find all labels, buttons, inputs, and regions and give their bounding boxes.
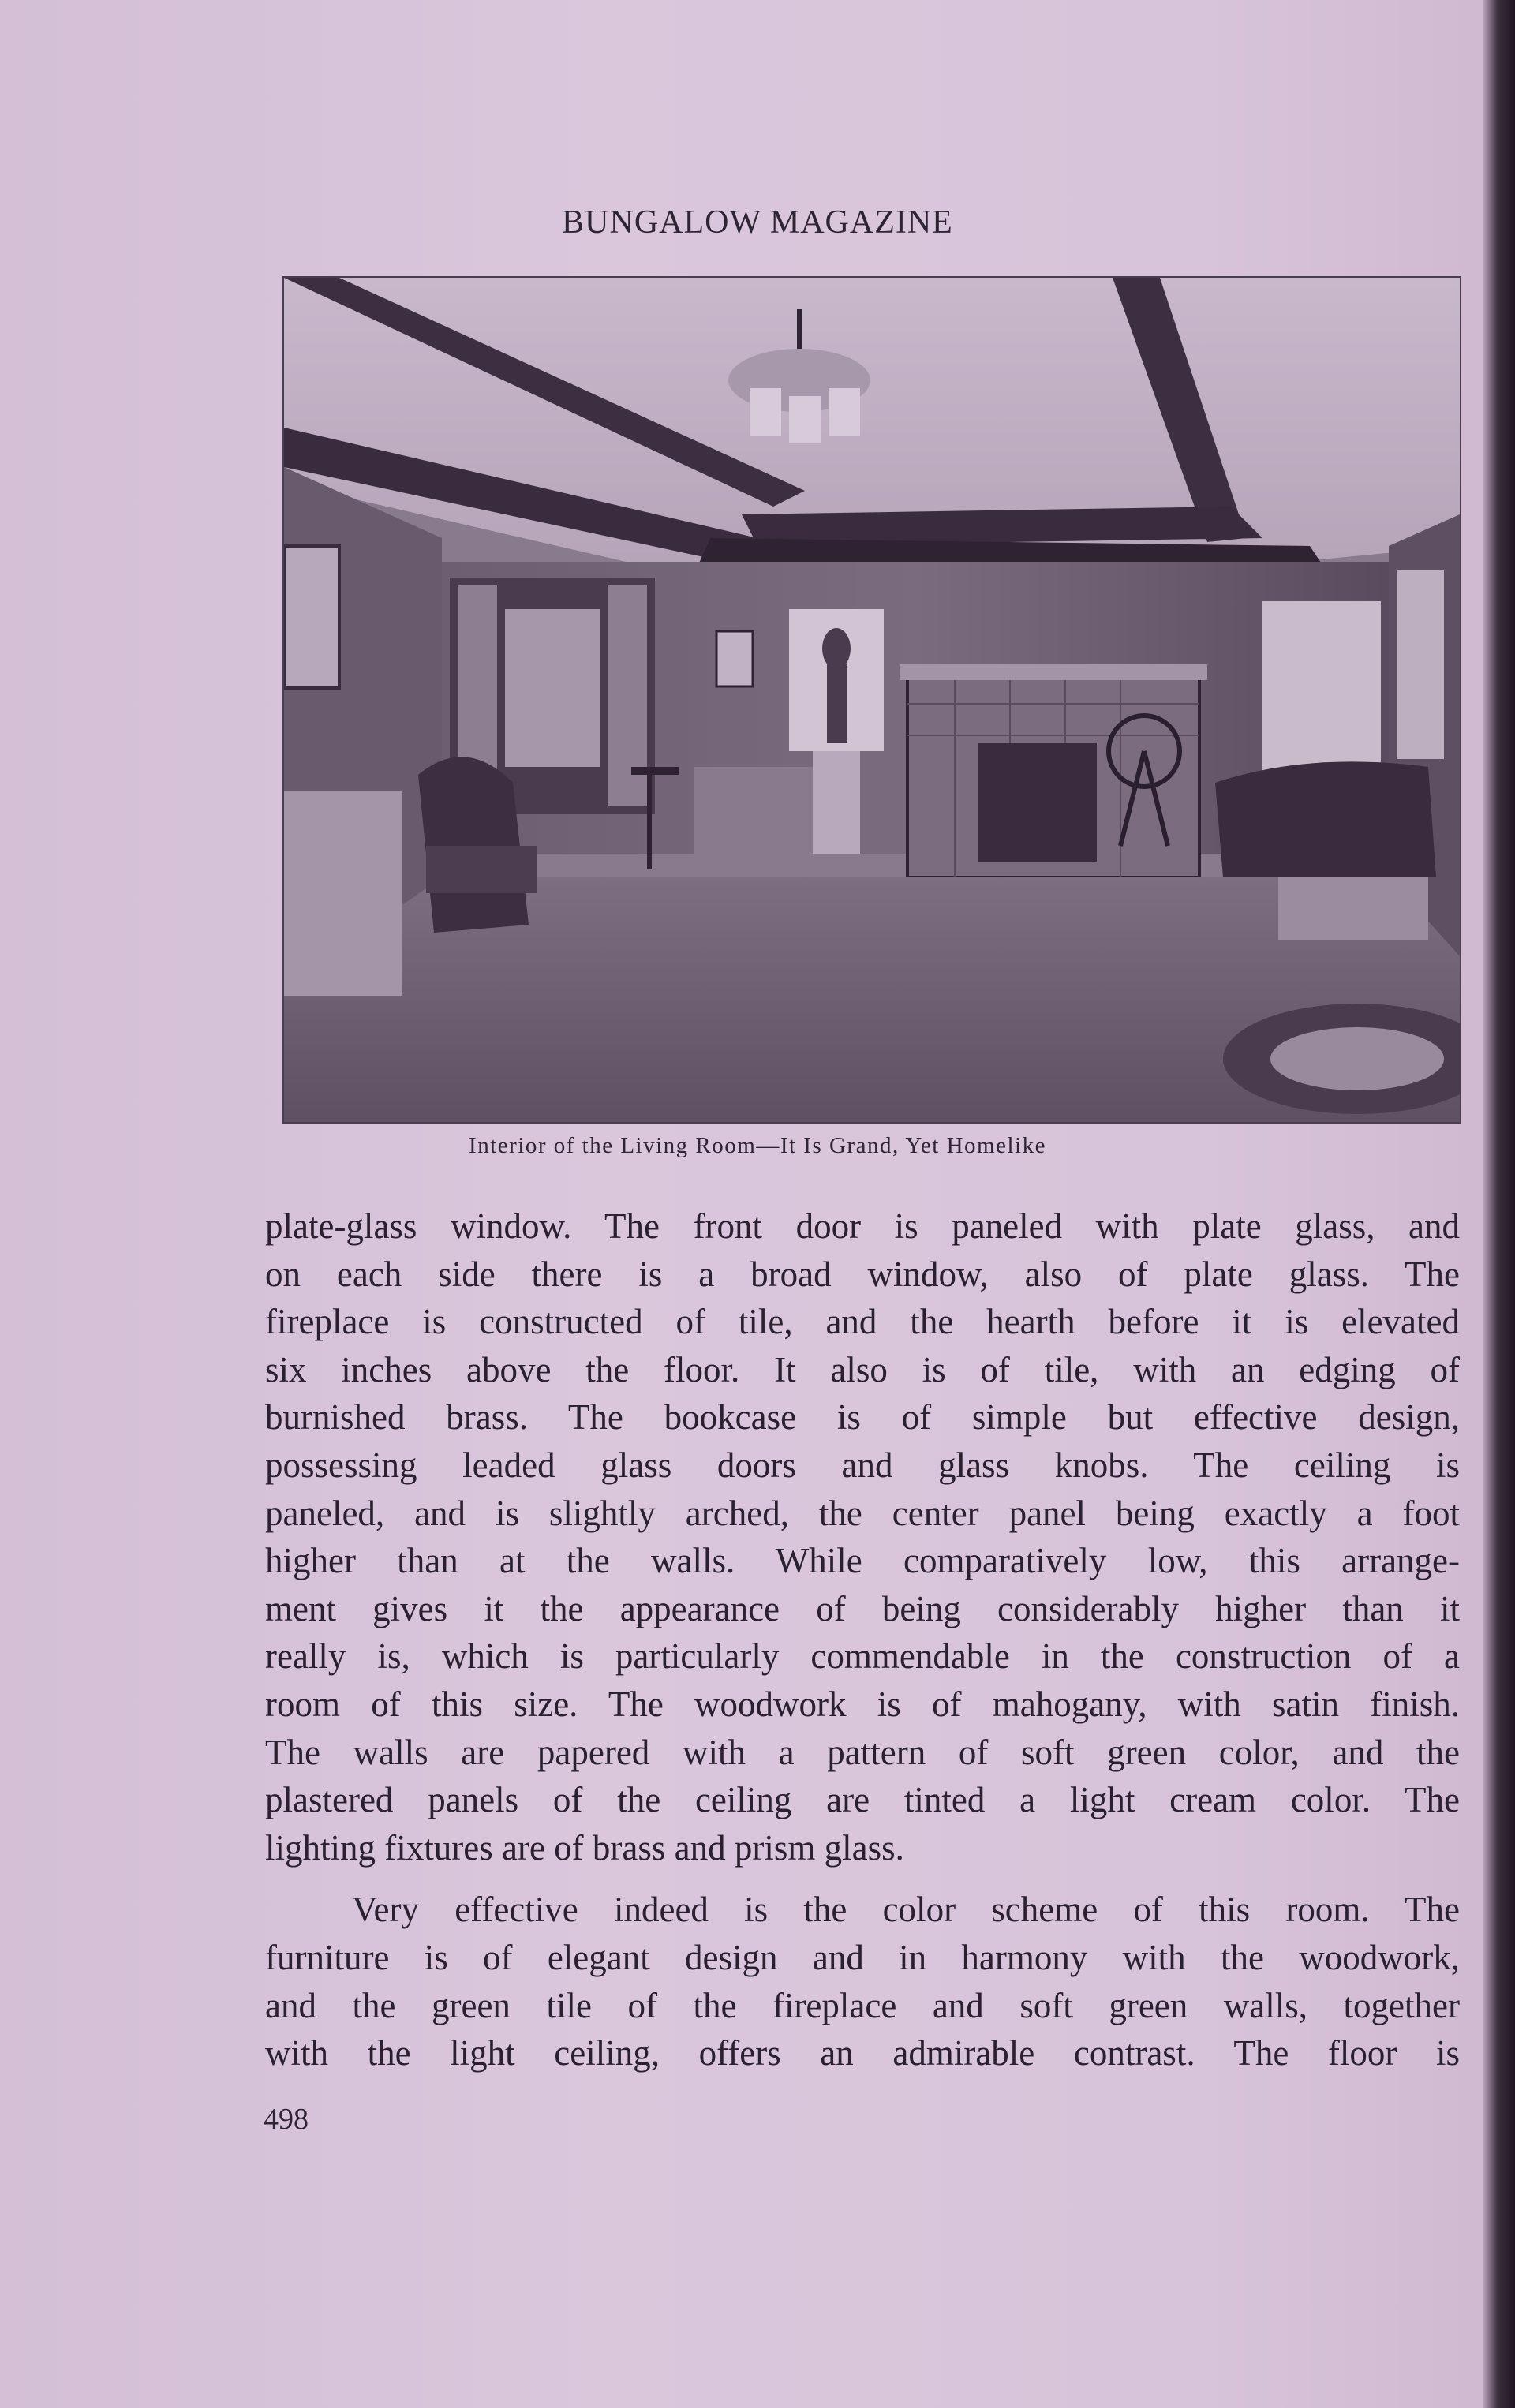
page-edge-shadow — [1483, 0, 1515, 2408]
text-line: Very effective indeed is the color scheme of this room. The — [352, 1890, 1460, 1930]
living-room-illustration — [284, 278, 1460, 1122]
text-line: furniture is of elegant design and in harmony with the woodwork, — [265, 1937, 1460, 1977]
text-line: possessing leaded glass doors and glass knobs. The ceiling is — [265, 1445, 1460, 1485]
article-body — [265, 1202, 1460, 2077]
text-line: room of this size. The woodwork is of mahogany, with satin finish. — [265, 1684, 1460, 1724]
text-line: higher than at the walls. While comparatively low, this arrange- — [265, 1541, 1460, 1581]
text-line: ment gives it the appearance of being considerably higher than it — [265, 1588, 1460, 1628]
text-line: lighting fixtures are of brass and prism glass. — [265, 1827, 904, 1868]
running-head: BUNGALOW MAGAZINE — [562, 204, 953, 241]
text-line: with the light ceiling, offers an admirable contrast. The floor is — [265, 2033, 1460, 2073]
text-line: plate-glass window. The front door is paneled with plate glass, and — [265, 1206, 1460, 1246]
text-line: on each side there is a broad window, also of plate glass. The — [265, 1254, 1460, 1294]
text-line: burnished brass. The bookcase is of simple but effective design, — [265, 1397, 1460, 1438]
text-line: paneled, and is slightly arched, the center panel being exactly a foot — [265, 1493, 1460, 1533]
text-line: The walls are papered with a pattern of soft green color, and the — [265, 1732, 1460, 1772]
text-line: and the green tile of the fireplace and soft green walls, together — [265, 1985, 1460, 2025]
paragraph-2 — [265, 1886, 1460, 2077]
page-number: 498 — [264, 2103, 309, 2136]
text-line: six inches above the floor. It also is of tile, with an edging of — [265, 1349, 1460, 1389]
paragraph-1 — [265, 1202, 1460, 1871]
living-room-photo — [282, 276, 1461, 1124]
text-line: plastered panels of the ceiling are tinted a light cream color. The — [265, 1780, 1460, 1820]
text-line: really is, which is particularly commendable in the construction of a — [265, 1636, 1460, 1677]
text-line: fireplace is constructed of tile, and the hearth before it is elevated — [265, 1302, 1460, 1342]
photo-caption: Interior of the Living Room—It Is Grand, Yet Homelike — [469, 1133, 1046, 1158]
